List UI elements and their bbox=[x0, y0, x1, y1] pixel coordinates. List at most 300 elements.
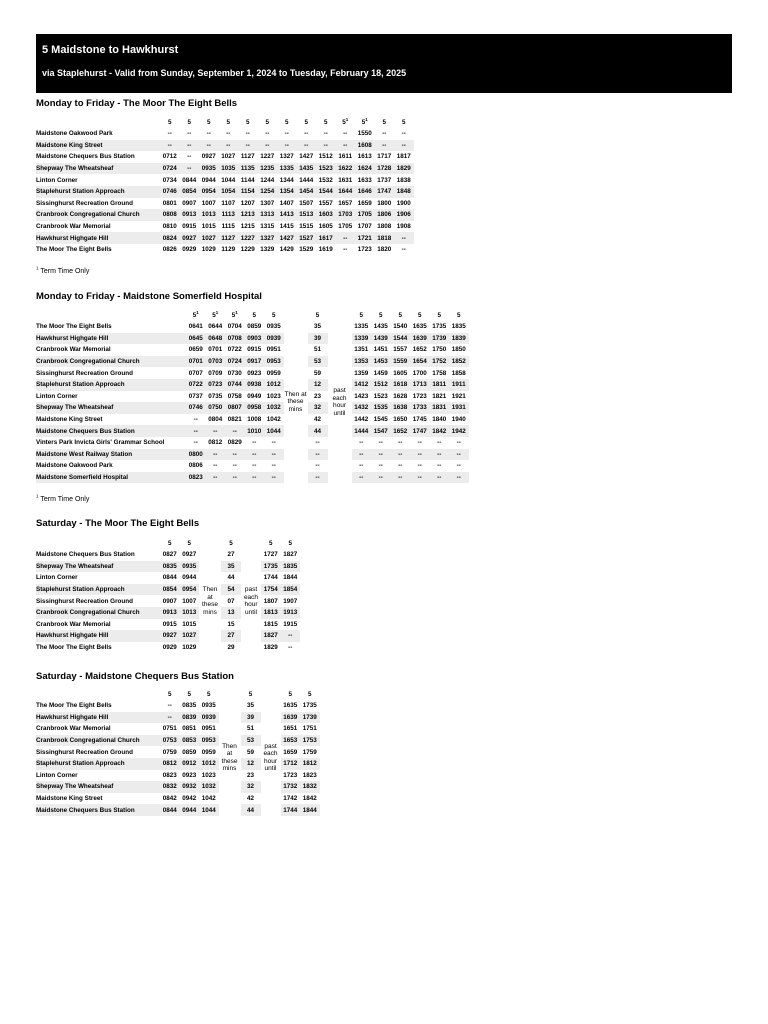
departure-time: 0935 bbox=[201, 702, 216, 710]
page-header bbox=[36, 34, 732, 93]
departure-time: 1339 bbox=[352, 333, 372, 345]
departure-time: 1213 bbox=[238, 209, 258, 221]
departure-time: 0829 bbox=[227, 439, 242, 447]
departure-time: 0641 bbox=[188, 323, 203, 331]
departure-time: -- bbox=[186, 425, 206, 437]
table-row bbox=[36, 460, 469, 472]
stop-name: Maidstone Chequers Bus Station bbox=[36, 804, 160, 816]
departure-time: 1015 bbox=[182, 620, 197, 628]
departure-time: 1327 bbox=[279, 153, 294, 161]
stop-name: The Moor The Eight Bells bbox=[36, 246, 112, 254]
departure-time: 1737 bbox=[377, 176, 392, 184]
departure-time: 1015 bbox=[201, 223, 216, 231]
departure-time: 1705 bbox=[338, 223, 353, 231]
stop-name: Maidstone King Street bbox=[36, 795, 103, 803]
header-row bbox=[36, 537, 300, 549]
departure-time: 1435 bbox=[373, 323, 388, 331]
departure-time: 1844 bbox=[300, 804, 320, 816]
departure-time: 1545 bbox=[373, 416, 388, 424]
stop-name: Staplehurst Station Approach bbox=[36, 758, 160, 770]
departure-time: 1921 bbox=[451, 392, 466, 400]
departure-time: 0907 bbox=[182, 199, 197, 207]
table-row bbox=[36, 572, 300, 584]
stop-name: Vinters Park Invicta Girls' Grammar School bbox=[36, 439, 165, 447]
departure-time: 0903 bbox=[245, 333, 265, 345]
departure-time: 1453 bbox=[371, 356, 391, 368]
departure-time: -- bbox=[206, 472, 226, 484]
minutes-past-hour: 23 bbox=[246, 771, 254, 779]
departure-time: 1254 bbox=[258, 186, 278, 198]
departure-time: 1735 bbox=[261, 561, 281, 573]
departure-time: -- bbox=[206, 425, 226, 437]
departure-time: 1613 bbox=[357, 153, 372, 161]
departure-time: 0932 bbox=[180, 781, 200, 793]
departure-time: 1532 bbox=[318, 176, 333, 184]
departure-time: 0959 bbox=[201, 748, 216, 756]
departure-time: 1633 bbox=[357, 176, 372, 184]
stop-name: Cranbrook War Memorial bbox=[36, 346, 111, 354]
departure-time: -- bbox=[375, 140, 395, 152]
departure-time: 1535 bbox=[371, 402, 391, 414]
departure-time: 1705 bbox=[355, 209, 375, 221]
stop-name: Maidstone West Railway Station bbox=[36, 449, 186, 461]
departure-time: -- bbox=[456, 439, 461, 447]
stop-name: Maidstone Chequers Bus Station bbox=[36, 153, 135, 161]
footnote: $^1$ Term Time Only bbox=[36, 493, 90, 503]
departure-time: 1820 bbox=[377, 246, 392, 254]
departure-time: 1527 bbox=[297, 232, 317, 244]
past-each-hour-until-note: past each hour until bbox=[263, 742, 278, 773]
departure-time: 1758 bbox=[432, 369, 447, 377]
departure-time: 1723 bbox=[412, 392, 427, 400]
departure-time: 1852 bbox=[449, 356, 469, 368]
departure-time: 0723 bbox=[206, 379, 226, 391]
departure-time: 1215 bbox=[240, 223, 255, 231]
departure-time: -- bbox=[430, 449, 450, 461]
minutes-past-hour: 35 bbox=[246, 702, 254, 710]
header-row bbox=[36, 309, 469, 321]
departure-time: 0939 bbox=[199, 712, 219, 724]
departure-time: 1754 bbox=[261, 584, 281, 596]
departure-time: 1911 bbox=[449, 379, 469, 391]
departure-time: 1115 bbox=[221, 223, 235, 231]
departure-time: 0724 bbox=[160, 163, 180, 175]
table-row bbox=[36, 561, 300, 573]
departure-time: 1808 bbox=[377, 223, 392, 231]
stop-name: Cranbrook War Memorial bbox=[36, 223, 111, 231]
departure-time: 0812 bbox=[160, 758, 180, 770]
table-row bbox=[36, 174, 414, 186]
departure-time: 1029 bbox=[182, 644, 197, 652]
departure-time: 1653 bbox=[281, 735, 301, 747]
term-time-marker: 1 bbox=[215, 309, 219, 315]
departure-time: 0958 bbox=[245, 402, 265, 414]
route-number: $5^1$ bbox=[336, 116, 356, 128]
stop-name: Staplehurst Station Approach bbox=[36, 379, 186, 391]
departure-time: 1512 bbox=[318, 153, 333, 161]
section-title-weekday-to-moor: Monday to Friday - The Moor The Eight Bells bbox=[36, 98, 238, 109]
stop-name: Maidstone King Street bbox=[36, 416, 103, 424]
departure-time: -- bbox=[391, 472, 411, 484]
departure-time: 1442 bbox=[354, 416, 369, 424]
table-row bbox=[36, 642, 300, 654]
departure-time: 1908 bbox=[396, 223, 411, 231]
departure-time: 0913 bbox=[160, 607, 180, 619]
route-number: 5 bbox=[391, 309, 411, 321]
departure-time: 0737 bbox=[188, 392, 203, 400]
departure-time: 1940 bbox=[451, 416, 466, 424]
route-number: 5 bbox=[394, 116, 414, 128]
minutes-past-hour: 51 bbox=[246, 725, 254, 733]
departure-time: -- bbox=[449, 449, 469, 461]
departure-time: 1423 bbox=[354, 392, 369, 400]
departure-time: 1657 bbox=[338, 199, 353, 207]
departure-time: 1415 bbox=[279, 223, 294, 231]
stop-name: Sissinghurst Recreation Ground bbox=[36, 748, 133, 756]
departure-time: 0800 bbox=[186, 449, 206, 461]
departure-time: 0954 bbox=[180, 584, 200, 596]
departure-time: 1807 bbox=[263, 597, 278, 605]
term-time-marker: 1 bbox=[345, 116, 349, 122]
stop-name: Cranbrook Congregational Church bbox=[36, 356, 186, 368]
departure-time: 1227 bbox=[260, 153, 275, 161]
departure-time: 1008 bbox=[247, 416, 262, 424]
departure-time: 1547 bbox=[371, 425, 391, 437]
departure-time: -- bbox=[336, 140, 356, 152]
departure-time: 1439 bbox=[371, 333, 391, 345]
minutes-past-hour: 44 bbox=[308, 425, 328, 437]
departure-time: 1127 bbox=[219, 232, 239, 244]
departure-time: -- bbox=[316, 140, 336, 152]
stop-name: Hawkhurst Highgate Hill bbox=[36, 333, 186, 345]
departure-time: 1515 bbox=[299, 223, 314, 231]
departure-time: 1806 bbox=[375, 209, 395, 221]
route-number: 5 bbox=[449, 309, 469, 321]
departure-time: 1751 bbox=[302, 725, 317, 733]
departure-time: 1742 bbox=[283, 795, 298, 803]
departure-time: -- bbox=[371, 449, 391, 461]
departure-time: 1850 bbox=[451, 346, 466, 354]
minutes-past-hour: -- bbox=[308, 449, 328, 461]
departure-time: 1557 bbox=[393, 346, 408, 354]
timetable-saturday-to-chequers bbox=[36, 688, 320, 816]
departure-time: 1827 bbox=[261, 630, 281, 642]
departure-time: 1335 bbox=[277, 163, 297, 175]
stop-column-header bbox=[36, 309, 186, 321]
minutes-past-hour: 53 bbox=[308, 356, 328, 368]
minutes-past-hour: 59 bbox=[313, 369, 321, 377]
table-row bbox=[36, 391, 469, 403]
departure-time: -- bbox=[430, 472, 450, 484]
departure-time: -- bbox=[160, 712, 180, 724]
term-time-marker: 1 bbox=[365, 116, 368, 122]
departure-time: 1507 bbox=[299, 199, 314, 207]
departure-time: 0907 bbox=[162, 597, 177, 605]
departure-time: 1638 bbox=[391, 402, 411, 414]
departure-time: 0707 bbox=[188, 369, 203, 377]
minutes-past-hour: 32 bbox=[308, 402, 328, 414]
departure-time: 0944 bbox=[201, 176, 216, 184]
departure-time: 1747 bbox=[410, 425, 430, 437]
departure-time: 1353 bbox=[352, 356, 372, 368]
departure-time: 0734 bbox=[162, 176, 177, 184]
departure-time: 1544 bbox=[316, 186, 336, 198]
departure-time: 1042 bbox=[266, 416, 281, 424]
departure-time: 0944 bbox=[182, 574, 197, 582]
departure-time: 0701 bbox=[186, 356, 206, 368]
departure-time: 1227 bbox=[238, 232, 258, 244]
departure-time: 1811 bbox=[430, 379, 450, 391]
departure-time: -- bbox=[288, 644, 293, 652]
stop-name: Maidstone Chequers Bus Station bbox=[36, 551, 135, 559]
departure-time: 1207 bbox=[240, 199, 255, 207]
departure-time: 1229 bbox=[240, 246, 255, 254]
stop-name: Sissinghurst Recreation Ground bbox=[36, 199, 133, 207]
footnote-text: Term Time Only bbox=[40, 496, 90, 503]
departure-time: -- bbox=[394, 140, 414, 152]
minutes-past-hour: 23 bbox=[313, 392, 321, 400]
departure-time: -- bbox=[180, 140, 200, 152]
minutes-past-hour: -- bbox=[308, 472, 328, 484]
departure-time: 0951 bbox=[201, 725, 216, 733]
table-row bbox=[36, 186, 414, 198]
departure-time: 0835 bbox=[160, 561, 180, 573]
departure-time: 1707 bbox=[357, 223, 372, 231]
departure-time: 1413 bbox=[277, 209, 297, 221]
departure-time: 0854 bbox=[160, 584, 180, 596]
departure-time: 1900 bbox=[396, 199, 411, 207]
departure-time: 0759 bbox=[162, 748, 177, 756]
departure-time: -- bbox=[245, 472, 265, 484]
departure-time: -- bbox=[180, 163, 200, 175]
term-time-marker: 1 bbox=[235, 309, 238, 315]
section-title-saturday-to-chequers: Saturday - Maidstone Chequers Bus Station bbox=[36, 671, 234, 682]
table-row bbox=[36, 367, 469, 379]
departure-time: 1835 bbox=[281, 561, 301, 573]
route-number: 5 bbox=[281, 688, 301, 700]
route-number: 5 bbox=[308, 309, 328, 321]
departure-time: -- bbox=[417, 462, 422, 470]
departure-time: 1427 bbox=[277, 232, 297, 244]
route-number: 5 bbox=[219, 116, 239, 128]
departure-time: -- bbox=[225, 425, 245, 437]
departure-time: 1652 bbox=[412, 346, 427, 354]
route-number: 5 bbox=[180, 116, 200, 128]
departure-time: 1435 bbox=[297, 163, 317, 175]
departure-time: 1842 bbox=[430, 425, 450, 437]
spacer bbox=[261, 688, 281, 700]
departure-time: 0953 bbox=[264, 356, 284, 368]
minutes-past-hour: 53 bbox=[241, 735, 261, 747]
departure-time: -- bbox=[258, 140, 278, 152]
departure-time: 1844 bbox=[283, 574, 298, 582]
spacer bbox=[284, 309, 308, 321]
departure-time: -- bbox=[382, 130, 387, 138]
minutes-past-hour: 12 bbox=[241, 758, 261, 770]
departure-time: 0753 bbox=[160, 735, 180, 747]
table-row bbox=[36, 209, 414, 221]
departure-time: 1603 bbox=[316, 209, 336, 221]
departure-time: 0915 bbox=[182, 223, 197, 231]
departure-time: 1723 bbox=[357, 246, 372, 254]
departure-time: -- bbox=[304, 130, 309, 138]
route-number: 5 bbox=[430, 309, 450, 321]
departure-time: 1659 bbox=[357, 199, 372, 207]
minutes-past-hour: 44 bbox=[227, 574, 235, 582]
departure-time: 1035 bbox=[219, 163, 239, 175]
departure-time: 0826 bbox=[162, 246, 177, 254]
departure-time: 0750 bbox=[206, 402, 226, 414]
departure-time: 1739 bbox=[300, 712, 320, 724]
departure-time: 1848 bbox=[394, 186, 414, 198]
minutes-past-hour: 32 bbox=[241, 781, 261, 793]
departure-time: 1800 bbox=[377, 199, 392, 207]
departure-time: 0810 bbox=[162, 223, 177, 231]
header-row bbox=[36, 116, 414, 128]
departure-time: 1727 bbox=[263, 551, 278, 559]
departure-time: 0746 bbox=[186, 402, 206, 414]
table-row bbox=[36, 425, 469, 437]
departure-time: 0923 bbox=[182, 771, 197, 779]
departure-time: -- bbox=[264, 449, 284, 461]
departure-time: -- bbox=[225, 449, 245, 461]
departure-time: 1815 bbox=[263, 620, 278, 628]
departure-time: 0708 bbox=[225, 333, 245, 345]
departure-time: 1835 bbox=[451, 323, 466, 331]
departure-time: 1635 bbox=[412, 323, 427, 331]
departure-time: -- bbox=[226, 130, 231, 138]
departure-time: -- bbox=[284, 130, 289, 138]
stop-name: Linton Corner bbox=[36, 771, 78, 779]
departure-time: 1752 bbox=[430, 356, 450, 368]
departure-time: 1732 bbox=[281, 781, 301, 793]
departure-time: -- bbox=[456, 462, 461, 470]
departure-time: 1745 bbox=[412, 416, 427, 424]
departure-time: -- bbox=[297, 140, 317, 152]
departure-time: -- bbox=[232, 462, 237, 470]
departure-time: 0917 bbox=[245, 356, 265, 368]
route-number: 5 bbox=[180, 688, 200, 700]
departure-time: 1839 bbox=[449, 333, 469, 345]
spacer bbox=[241, 537, 261, 549]
departure-time: 1029 bbox=[201, 246, 216, 254]
departure-time: 1832 bbox=[300, 781, 320, 793]
departure-time: 1559 bbox=[391, 356, 411, 368]
route-number: 5 bbox=[375, 116, 395, 128]
departure-time: 1007 bbox=[201, 199, 216, 207]
stop-name: The Moor The Eight Bells bbox=[36, 644, 112, 652]
table-row bbox=[36, 402, 469, 414]
departure-time: 1013 bbox=[199, 209, 219, 221]
stop-name: Cranbrook War Memorial bbox=[36, 620, 111, 628]
minutes-past-hour: 29 bbox=[227, 644, 235, 652]
departure-time: 0648 bbox=[206, 333, 226, 345]
departure-time: 1739 bbox=[430, 333, 450, 345]
minutes-past-hour: 54 bbox=[221, 584, 241, 596]
spacer bbox=[328, 309, 352, 321]
departure-time: 1007 bbox=[182, 597, 197, 605]
route-number: $5^1$ bbox=[355, 116, 375, 128]
departure-time: 1032 bbox=[199, 781, 219, 793]
departure-time: 0806 bbox=[188, 462, 203, 470]
then-at-these-mins-note: Then at these mins bbox=[284, 390, 307, 413]
then-at-these-mins-note: Then at these mins bbox=[221, 742, 238, 773]
stop-column-header bbox=[36, 688, 160, 700]
departure-time: -- bbox=[336, 232, 356, 244]
past-each-hour-until-note: past each hour until bbox=[243, 586, 259, 616]
departure-time: 0645 bbox=[186, 333, 206, 345]
departure-time: -- bbox=[323, 130, 328, 138]
departure-time: 0644 bbox=[208, 323, 223, 331]
minutes-past-hour: 42 bbox=[313, 416, 321, 424]
departure-time: 0935 bbox=[266, 323, 281, 331]
departure-time: 1827 bbox=[283, 551, 298, 559]
departure-time: 0927 bbox=[201, 153, 216, 161]
table-row bbox=[36, 437, 469, 449]
table-row bbox=[36, 630, 300, 642]
past-each-hour-until-note: past each hour until bbox=[332, 387, 347, 417]
footnote: $^1$ Term Time Only bbox=[36, 265, 90, 275]
departure-time: 0938 bbox=[245, 379, 265, 391]
table-row bbox=[36, 379, 469, 391]
departure-time: 1915 bbox=[283, 620, 298, 628]
departure-time: 1512 bbox=[371, 379, 391, 391]
departure-time: 0929 bbox=[182, 246, 197, 254]
minutes-past-hour: 35 bbox=[313, 323, 321, 331]
stop-name: Linton Corner bbox=[36, 574, 78, 582]
departure-time: 0954 bbox=[199, 186, 219, 198]
departure-time: 1042 bbox=[201, 795, 216, 803]
route-number: 5 bbox=[160, 116, 180, 128]
departure-time: 1838 bbox=[396, 176, 411, 184]
departure-time: 1654 bbox=[410, 356, 430, 368]
departure-time: 1753 bbox=[300, 735, 320, 747]
departure-time: 0807 bbox=[225, 402, 245, 414]
stop-name: Hawkhurst Highgate Hill bbox=[36, 630, 160, 642]
departure-time: 1127 bbox=[240, 153, 255, 161]
stop-name: Sissinghurst Recreation Ground bbox=[36, 369, 133, 377]
departure-time: -- bbox=[378, 462, 383, 470]
departure-time: 0935 bbox=[199, 163, 219, 175]
minutes-past-hour: 15 bbox=[227, 620, 235, 628]
departure-time: 1942 bbox=[449, 425, 469, 437]
departure-time: 0851 bbox=[182, 725, 197, 733]
departure-time: 1721 bbox=[355, 232, 375, 244]
departure-time: 1608 bbox=[355, 140, 375, 152]
departure-time: -- bbox=[225, 472, 245, 484]
departure-time: -- bbox=[281, 630, 301, 642]
departure-time: 0824 bbox=[160, 232, 180, 244]
table-row bbox=[36, 449, 469, 461]
departure-time: -- bbox=[398, 462, 403, 470]
departure-time: 1315 bbox=[260, 223, 275, 231]
departure-time: -- bbox=[199, 140, 219, 152]
departure-time: 1012 bbox=[199, 758, 219, 770]
departure-time: 0915 bbox=[247, 346, 262, 354]
departure-time: -- bbox=[417, 439, 422, 447]
departure-time: 0951 bbox=[266, 346, 281, 354]
departure-time: -- bbox=[378, 439, 383, 447]
departure-time: 0915 bbox=[162, 620, 177, 628]
departure-time: 1717 bbox=[377, 153, 392, 161]
departure-time: 1107 bbox=[221, 199, 236, 207]
stop-name: Shepway The Wheatsheaf bbox=[36, 402, 186, 414]
departure-time: 1733 bbox=[410, 402, 430, 414]
departure-time: 1044 bbox=[221, 176, 236, 184]
minutes-past-hour: 39 bbox=[308, 333, 328, 345]
stop-name: Shepway The Wheatsheaf bbox=[36, 163, 160, 175]
timetable-weekday-to-moor bbox=[36, 116, 414, 256]
